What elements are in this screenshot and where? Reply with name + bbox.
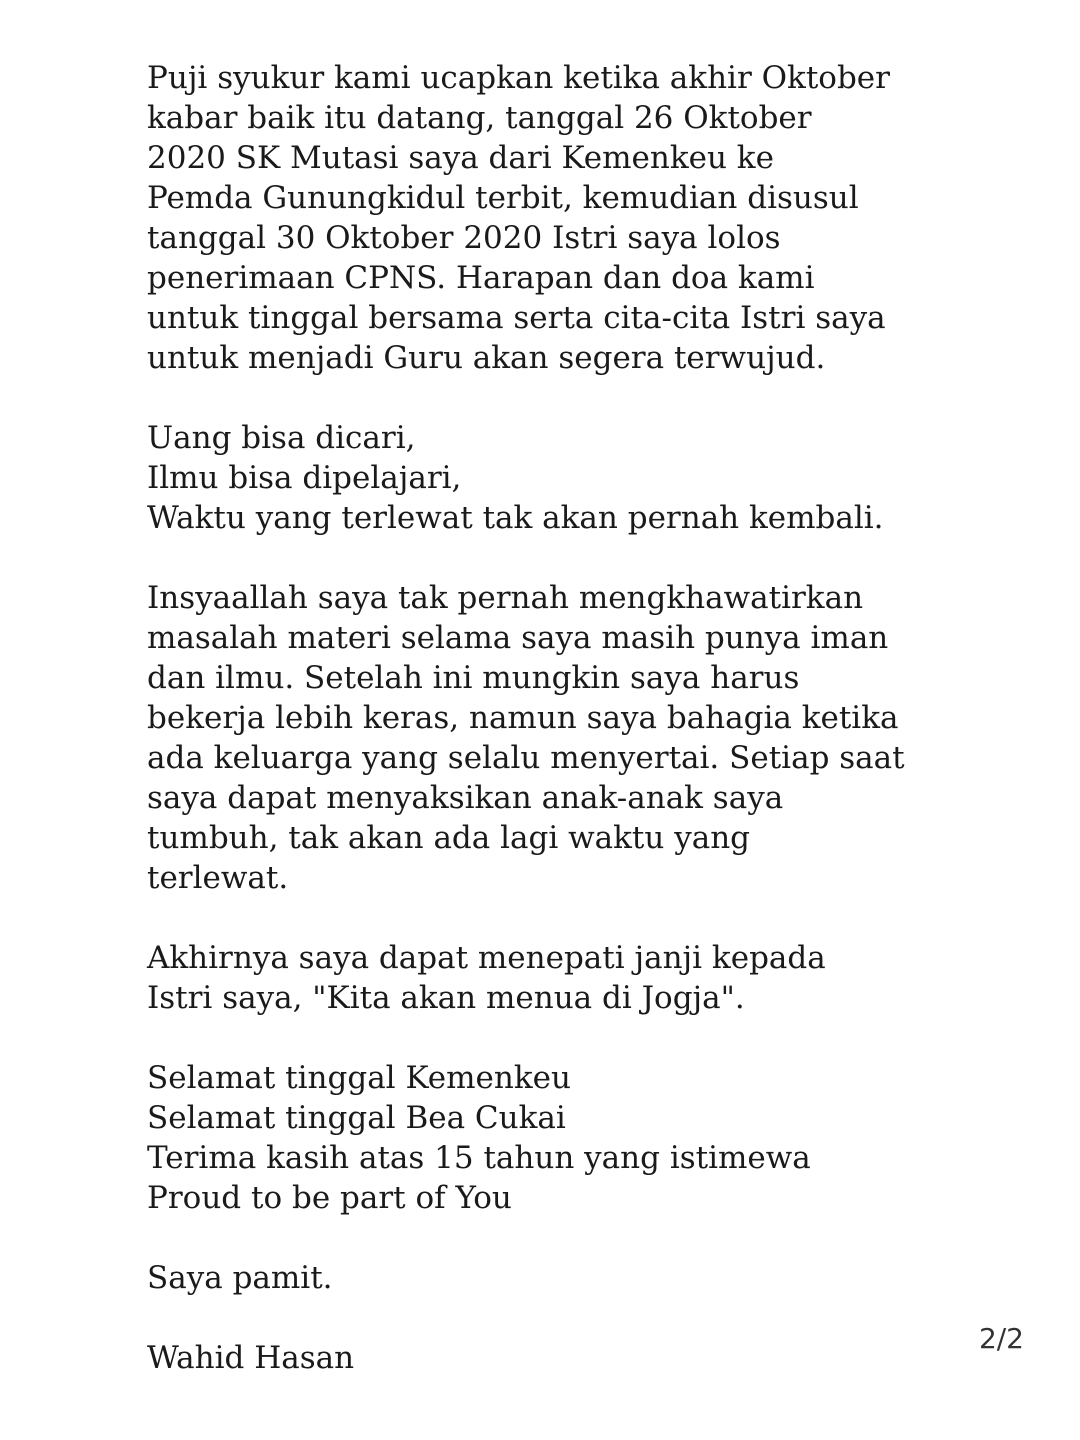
text-line: Istri saya, "Kita akan menua di Jogja". <box>147 980 745 1016</box>
text-line: penerimaan CPNS. Harapan dan doa kami <box>147 260 815 296</box>
letter-body <box>147 58 1027 1418</box>
text-line: kabar baik itu datang, tanggal 26 Oktober <box>147 100 812 136</box>
text-line: Wahid Hasan <box>147 1340 355 1376</box>
paragraph-quote <box>147 418 1027 538</box>
text-line: ada keluarga yang selalu menyertai. Setiap saat <box>147 740 905 776</box>
text-line: Pemda Gunungkidul terbit, kemudian disusul <box>147 180 859 216</box>
text-line: Ilmu bisa dipelajari, <box>147 460 462 496</box>
signature-name <box>147 1338 1027 1378</box>
text-line: terlewat. <box>147 860 289 896</box>
text-line: 2020 SK Mutasi saya dari Kemenkeu ke <box>147 140 774 176</box>
text-line: saya dapat menyaksikan anak-anak saya <box>147 780 784 816</box>
text-line: Proud to be part of You <box>147 1180 512 1216</box>
text-line: masalah materi selama saya masih punya iman <box>147 620 889 656</box>
text-line: Selamat tinggal Bea Cukai <box>147 1100 566 1136</box>
paragraph-promise <box>147 938 1027 1018</box>
paragraph-farewell <box>147 1058 1027 1218</box>
text-line: Terima kasih atas 15 tahun yang istimewa <box>147 1140 811 1176</box>
text-line: untuk menjadi Guru akan segera terwujud. <box>147 340 826 376</box>
text-line: Selamat tinggal Kemenkeu <box>147 1060 571 1096</box>
text-line: dan ilmu. Setelah ini mungkin saya harus <box>147 660 800 696</box>
text-line: Insyaallah saya tak pernah mengkhawatirkan <box>147 580 864 616</box>
text-line: Puji syukur kami ucapkan ketika akhir Oktober <box>147 60 890 96</box>
text-line: Waktu yang terlewat tak akan pernah kembali. <box>147 500 884 536</box>
text-line: untuk tinggal bersama serta cita-cita Istri saya <box>147 300 886 336</box>
text-line: tanggal 30 Oktober 2020 Istri saya lolos <box>147 220 781 256</box>
page-number: 2/2 <box>978 1322 1024 1355</box>
text-line: Uang bisa dicari, <box>147 420 416 456</box>
paragraph-reflection <box>147 578 1027 898</box>
text-line: bekerja lebih keras, namun saya bahagia ketika <box>147 700 899 736</box>
text-line: tumbuh, tak akan ada lagi waktu yang <box>147 820 751 856</box>
text-line: Akhirnya saya dapat menepati janji kepada <box>147 940 826 976</box>
paragraph-closing <box>147 1258 1027 1298</box>
text-line: Saya pamit. <box>147 1260 333 1296</box>
paragraph-news <box>147 58 1027 378</box>
